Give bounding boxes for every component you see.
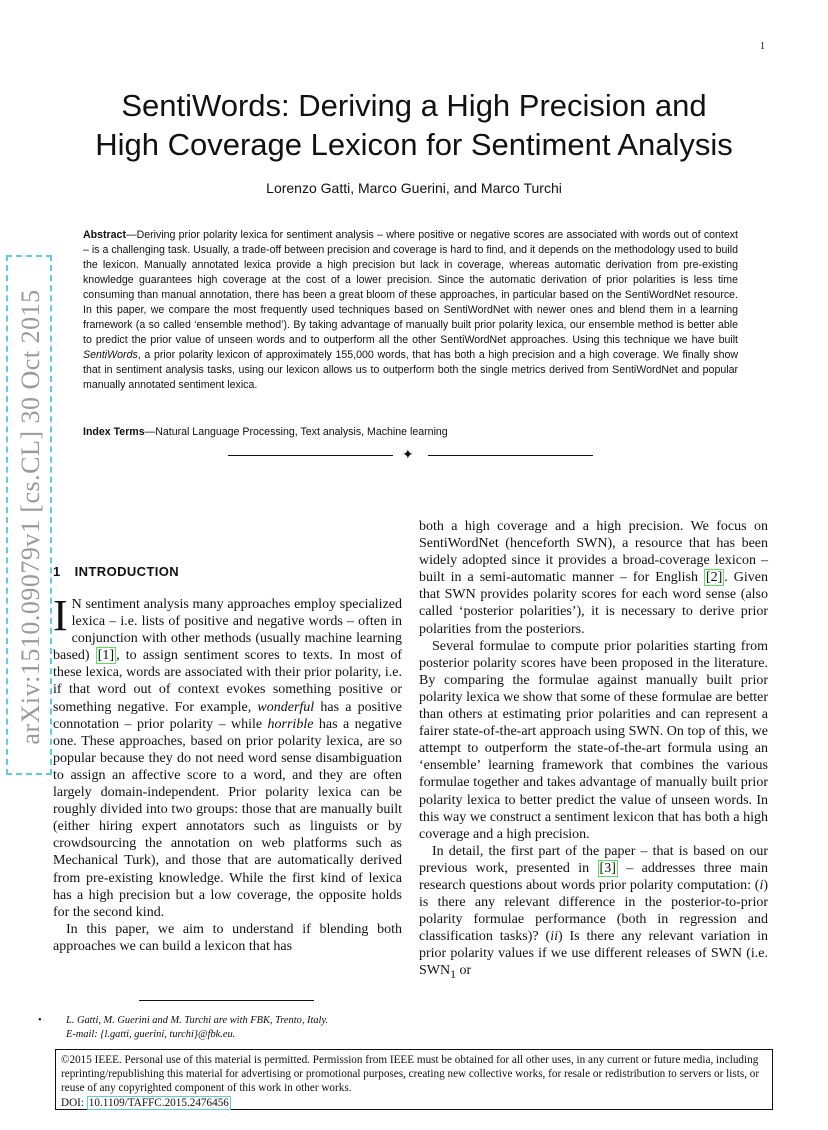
doi-link[interactable]: 10.1109/TAFFC.2015.2476456: [88, 1096, 229, 1109]
separator-rule-right: [428, 455, 593, 456]
text-run: ) is there any relevant difference in the posterior-to-prior polarity formulae performance (both in regression and classification tasks)? (: [419, 877, 768, 945]
title-line-2: High Coverage Lexicon for Sentiment Analysis: [95, 127, 733, 162]
text-run: has a positive connotation – prior polarity – while: [53, 699, 402, 732]
section-number: 1: [53, 564, 61, 579]
left-column: [53, 591, 403, 955]
doi-label: DOI:: [61, 1096, 87, 1109]
abstract: [83, 228, 738, 393]
citation-link-1[interactable]: [1]: [97, 648, 115, 664]
copyright-notice: [55, 1049, 773, 1110]
arxiv-stamp[interactable]: [6, 255, 52, 775]
footnote-line-1: L. Gatti, M. Guerini and M. Turchi are with FBK, Trento, Italy.: [66, 1015, 329, 1026]
section-title: INTRODUCTION: [74, 564, 180, 579]
paper-title: [30, 86, 798, 164]
right-paragraph-2: Several formulae to compute prior polarities starting from posterior polarity scores have been proposed in the literature. By comparing the formulae against manually built prior polarity lexica we show that some of these formulae are better than others at estimating prior polarities and can represent a fairer state-of-the-art approach using SWN. On top of this, we attempt to outperform the state-of-the-art formula using an ‘ensemble’ learning framework that combines the various formulae together and takes advantage of manually built prior polarity lexica to better predict the value of unseen words. In this way we construct a sentiment lexicon that has both a high coverage and a high precision.: [419, 638, 768, 842]
copyright-text: ©2015 IEEE. Personal use of this material is permitted. Permission from IEEE must be obtained for all other uses, in any current or future media, including reprinting/republishing this material for advertising or promotional purposes, creating new collective works, for resale or redistribution to servers or lists, or reuse of any copyrighted component of this work in other works.: [61, 1054, 760, 1095]
citation-link-3[interactable]: [3]: [599, 860, 616, 876]
right-paragraph-1: [419, 518, 768, 638]
text-run: N sentiment analysis many approaches employ specialized lexica – i.e. lists of positive and negative words – often in conjunction with other methods (usually machine learning based): [53, 597, 402, 664]
intro-paragraph-1: [53, 591, 403, 921]
text-run: both a high coverage and a high precision. We focus on SentiWordNet (henceforth SWN), a resource that has been widely adopted since it provides a broad-coverage lexicon – built in a semi-automatic manner – for English: [419, 519, 768, 586]
separator-rule-left: [228, 455, 393, 456]
footnote: [38, 1014, 398, 1042]
abstract-emph: SentiWords: [83, 349, 138, 361]
page-number: 1: [760, 41, 765, 52]
index-terms-text: —Natural Language Processing, Text analysis, Machine learning: [144, 426, 448, 438]
text-run: , to assign sentiment scores to texts. In most of these lexica, words are associated with their prior polarity, i.e. if that word out of context evokes something positive or something negative. For example,: [53, 648, 402, 715]
right-paragraph-3: [419, 843, 768, 984]
footnote-line-2: E-mail: {l.gatti, guerini, turchi}@fbk.eu.: [66, 1029, 236, 1040]
authors: Lorenzo Gatti, Marco Guerini, and Marco Turchi: [266, 180, 562, 196]
intro-paragraph-2: In this paper, we aim to understand if blending both approaches we can build a lexicon that has: [53, 921, 402, 954]
subscript: 1: [450, 968, 456, 982]
dropcap: I: [53, 591, 68, 640]
roman-i: i: [759, 877, 764, 893]
text-run: . Given that SWN provides polarity scores for each word sense (also called ‘posterior polarities’), it is necessary to derive prior polarities from the posteriors.: [419, 570, 768, 637]
text-run: has a negative one. These approaches, based on prior polarity lexica, are so popular because they do not need word sense disambiguation to assign an affective score to a word, and they are often largely domain-independent. Prior polarity lexica can be roughly divided into two groups: those that are manually built (either hiring expert annotators such as linguists or by crowdsourcing the annotation on web platforms such as Mechanical Turk), and those that are automatically derived from pre-existing knowledge. While the first kind of lexica has a high precision but a low coverage, the opposite holds for the second kind.: [53, 716, 403, 920]
abstract-label: Abstract: [83, 229, 126, 241]
abstract-text-a: —Deriving prior polarity lexica for sentiment analysis – where positive or negative scores are associated with words out of context – is a challenging task. Usually, a trade-off between precision and coverage is hard to find, and it depends on the methodology used to build the lexicon. Manually annotated lexica provide a high precision but lack in coverage, whereas automatic derivation from pre-existing knowledge guarantees high coverage at the cost of a lower precision. Since the automatic derivation of prior polarities is less time consuming than manual annotation, there has been a great bloom of these approaches, in particular based on the SentiWordNet resource. In this paper, we compare the most frequently used techniques based on SentiWordNet with newer ones and blend them in a learning framework (a so called ‘ensemble method’). By taking advantage of manually built prior polarity lexica, our ensemble method is better able to predict the prior value of unseen words and to outperform all the other SentiWordNet approaches. Using this technique we have built: [83, 229, 738, 346]
emph-horrible: horrible: [267, 716, 314, 732]
roman-ii: ii: [550, 929, 558, 945]
footnote-bullet: •: [38, 1015, 42, 1026]
arxiv-stamp-text[interactable]: arXiv:1510.09079v1 [cs.CL] 30 Oct 2015: [16, 289, 45, 745]
index-terms-label: Index Terms: [83, 426, 145, 438]
abstract-text-b: , a prior polarity lexicon of approximately 155,000 words, that has both a high precision and a high coverage. We finally show that in sentiment analysis tasks, using our lexicon allows us to outperform both the single metrics derived from SentiWordNet and popular manually annotated sentiment lexica.: [83, 349, 738, 391]
citation-link-2[interactable]: [2]: [705, 570, 723, 586]
text-run: or: [455, 963, 472, 979]
footnote-rule: [139, 1000, 314, 1001]
text-run: – addresses three main research questions about words prior polarity computation: (: [419, 860, 768, 893]
separator-diamond-icon: ✦: [402, 448, 414, 463]
index-terms: [83, 425, 738, 440]
emph-wonderful: wonderful: [257, 699, 315, 715]
text-run: ) Is there any relevant variation in prior polarity values if we use different releases of SWN (i.e. SWN: [419, 929, 768, 979]
section-heading: [53, 564, 179, 579]
title-line-1: SentiWords: Deriving a High Precision and: [121, 88, 707, 123]
right-column: [419, 518, 768, 983]
text-run: In detail, the first part of the paper – that is based on our previous work, presented in: [419, 843, 768, 876]
